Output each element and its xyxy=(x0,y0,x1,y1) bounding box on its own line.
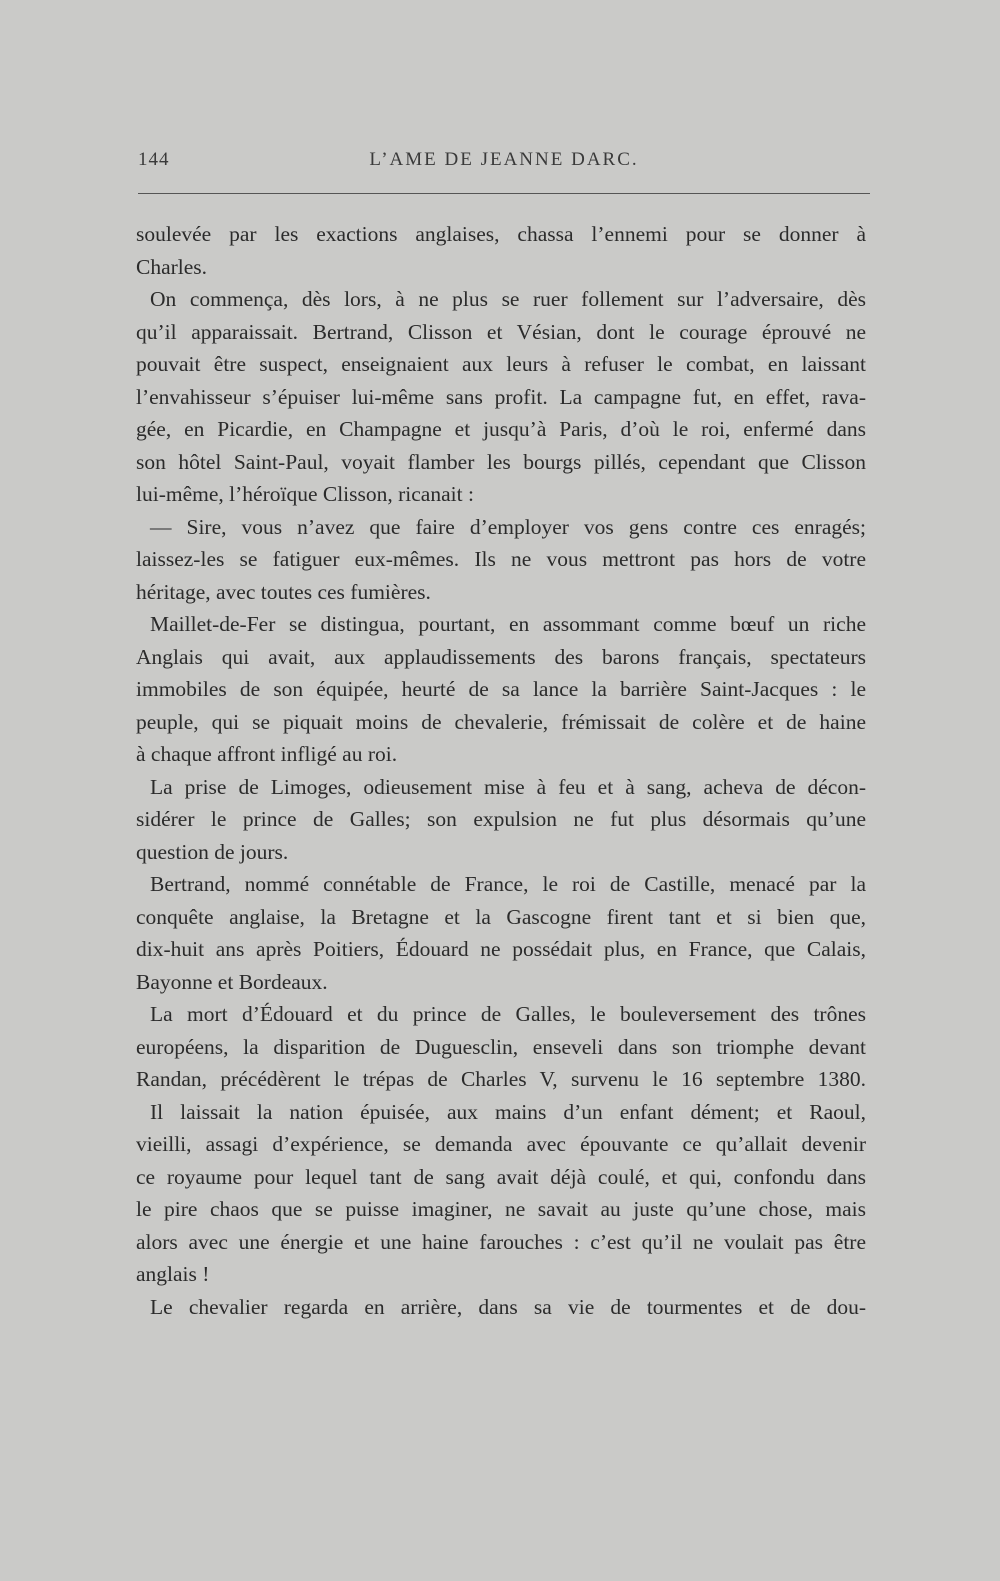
text-line: qu’il apparaissait. Bertrand, Clisson et Vésian, dont le courage éprouvé ne xyxy=(136,319,866,344)
text-line: Maillet-de-Fer se distingua, pourtant, en assommant comme bœuf un riche xyxy=(150,612,866,636)
text-line: le pire chaos que se puisse imaginer, ne savait au juste qu’une chose, mais xyxy=(136,1197,866,1221)
text-line: à chaque affront infligé au roi. xyxy=(136,742,398,766)
text-line: immobiles de son équipée, heurté de sa lance la barrière Saint-Jacques : le xyxy=(136,677,866,701)
text-line: question de jours. xyxy=(136,839,289,864)
text-line: Bertrand, nommé connétable de France, le roi de Castille, menacé par la xyxy=(150,872,866,896)
text-line: La mort d’Édouard et du prince de Galles, le bouleversement des trônes xyxy=(150,1002,866,1026)
running-title: L’AME DE JEANNE DARC. xyxy=(369,149,639,170)
text-line: On commença, dès lors, à ne plus se ruer follement sur l’adversaire, dès xyxy=(150,287,866,311)
text-line: peuple, qui se piquait moins de chevalerie, frémissait de colère et de haine xyxy=(136,709,866,734)
text-line: sidérer le prince de Galles; son expulsion ne fut plus désormais qu’une xyxy=(136,807,866,831)
text-line: soulevée par les exactions anglaises, chassa l’ennemi pour se donner à xyxy=(136,222,866,246)
text-line: anglais ! xyxy=(136,1262,210,1286)
text-line: pouvait être suspect, enseignaient aux leurs à refuser le combat, en laissant xyxy=(136,352,866,376)
text-line: La prise de Limoges, odieusement mise à feu et à sang, acheva de décon- xyxy=(150,774,866,799)
text-line: lui-même, l’héroïque Clisson, ricanait : xyxy=(136,482,474,506)
text-line: Randan, précédèrent le trépas de Charles V, survenu le 16 septembre 1380. xyxy=(136,1067,866,1091)
text-line: — Sire, vous n’avez que faire d’employer vos gens contre ces enragés; xyxy=(150,514,866,539)
text-line: gée, en Picardie, en Champagne et jusqu’à Paris, d’où le roi, enfermé dans xyxy=(136,417,866,441)
text-line: dix-huit ans après Poitiers, Édouard ne possédait plus, en France, que Calais, xyxy=(136,937,866,961)
text-line: Charles. xyxy=(136,254,208,279)
text-line: ce royaume pour lequel tant de sang avait déjà coulé, et qui, confondu dans xyxy=(136,1164,866,1189)
text-line: Anglais qui avait, aux applaudissements des barons français, spectateurs xyxy=(136,644,866,669)
text-line: conquête anglaise, la Bretagne et la Gascogne firent tant et si bien que, xyxy=(136,904,866,929)
page-header xyxy=(138,145,870,175)
text-line: l’envahisseur s’épuiser lui-même sans profit. La campagne fut, en effet, rava- xyxy=(136,384,866,409)
text-line: européens, la disparition de Duguesclin, enseveli dans son triomphe devant xyxy=(136,1034,866,1059)
page-number: 144 xyxy=(138,149,170,170)
text-line: Le chevalier regarda en arrière, dans sa vie de tourmentes et de dou- xyxy=(150,1294,866,1319)
text-line: Bayonne et Bordeaux. xyxy=(136,969,328,994)
text-line: laissez-les se fatiguer eux-mêmes. Ils ne vous mettront pas hors de votre xyxy=(136,547,866,571)
text-line: son hôtel Saint-Paul, voyait flamber les bourgs pillés, cependant que Clisson xyxy=(136,449,866,474)
text-line: héritage, avec toutes ces fumières. xyxy=(136,579,431,604)
body-text xyxy=(136,218,866,1323)
text-line: alors avec une énergie et une haine farouches : c’est qu’il ne voulait pas être xyxy=(136,1229,866,1254)
text-line: Il laissait la nation épuisée, aux mains d’un enfant dément; et Raoul, xyxy=(150,1099,866,1124)
text-line: vieilli, assagi d’expérience, se demanda avec épouvante ce qu’allait devenir xyxy=(136,1132,866,1156)
header-rule xyxy=(138,193,870,194)
